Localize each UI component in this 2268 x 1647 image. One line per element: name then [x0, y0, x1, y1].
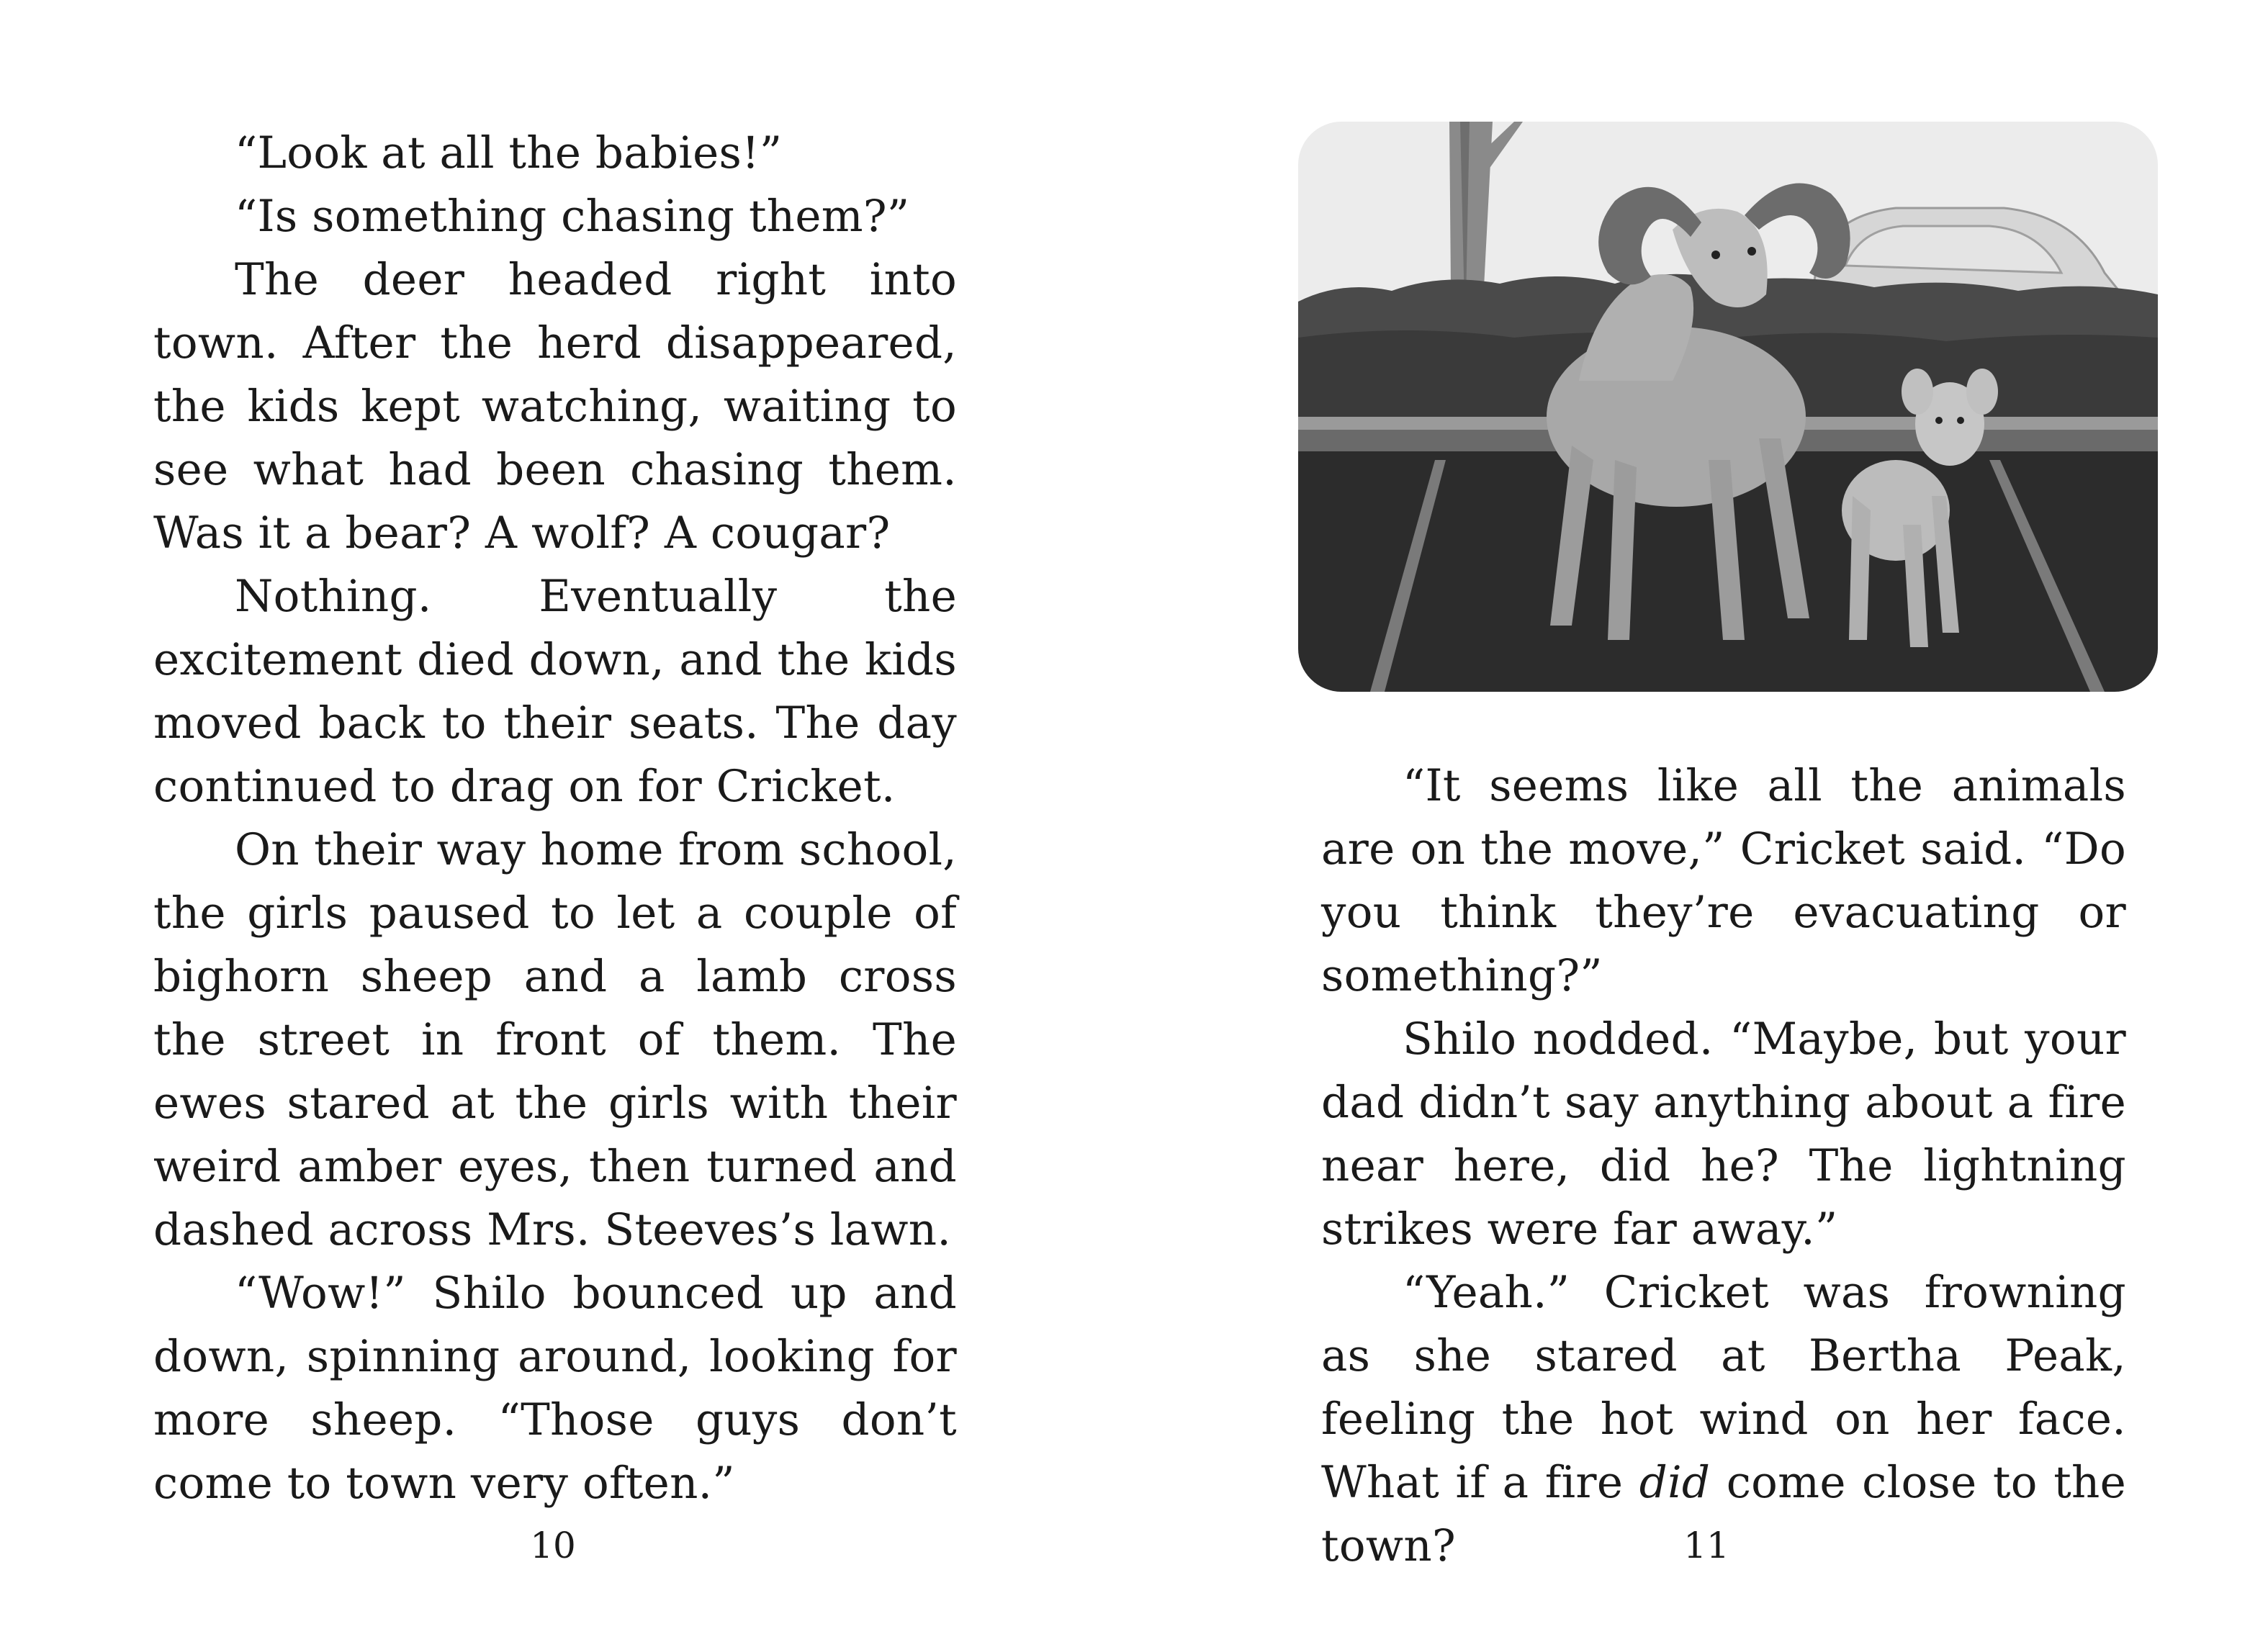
bighorn-sheep-illustration — [1298, 122, 2158, 692]
paragraph: The deer headed right into town. After the herd disappeared, the kids kept watching, waiting to see what had been chasing them. Was it a bear? A wolf? A cougar? — [153, 254, 957, 559]
paragraph: “Wow!” Shilo bounced up and down, spinning around, looking for more sheep. “Those guys don’t come to town very often.” — [153, 1268, 957, 1509]
page-number-right: 11 — [1683, 1525, 1729, 1566]
paragraph: Nothing. Eventually the excitement died down, and the kids moved back to their seats. The day continued to drag on for Cricket. — [153, 571, 957, 812]
text-run: come close to the town? — [1321, 1457, 2126, 1571]
emphasis-text: did — [1639, 1457, 1711, 1508]
page-number-left: 10 — [530, 1525, 576, 1566]
paragraph: “Is something chasing them?” — [235, 191, 910, 242]
paragraph: “Look at all the babies!” — [235, 127, 783, 179]
paragraph: On their way home from school, the girls paused to let a couple of bighorn sheep and a lamb cross the street in front of them. The ewes stared at the girls with their weird amber eyes, then turned and dashed across Mrs. Steeves’s lawn. — [153, 824, 957, 1255]
left-page-text — [153, 122, 957, 1515]
text-run: “Yeah.” Cricket was frowning as she stared at Bertha Peak, feeling the hot wind on her face. What if a fire — [1321, 1267, 2126, 1508]
paragraph: Shilo nodded. “Maybe, but your dad didn’t say anything about a fire near here, did he? The lightning strikes were far away.” — [1321, 1014, 2126, 1255]
right-page — [1134, 0, 2268, 1647]
right-page-text — [1321, 754, 2126, 1578]
paragraph: “It seems like all the animals are on the move,” Cricket said. “Do you think they’re evacuating or something?” — [1321, 760, 2126, 1001]
illustration-drawing — [1298, 122, 2158, 692]
